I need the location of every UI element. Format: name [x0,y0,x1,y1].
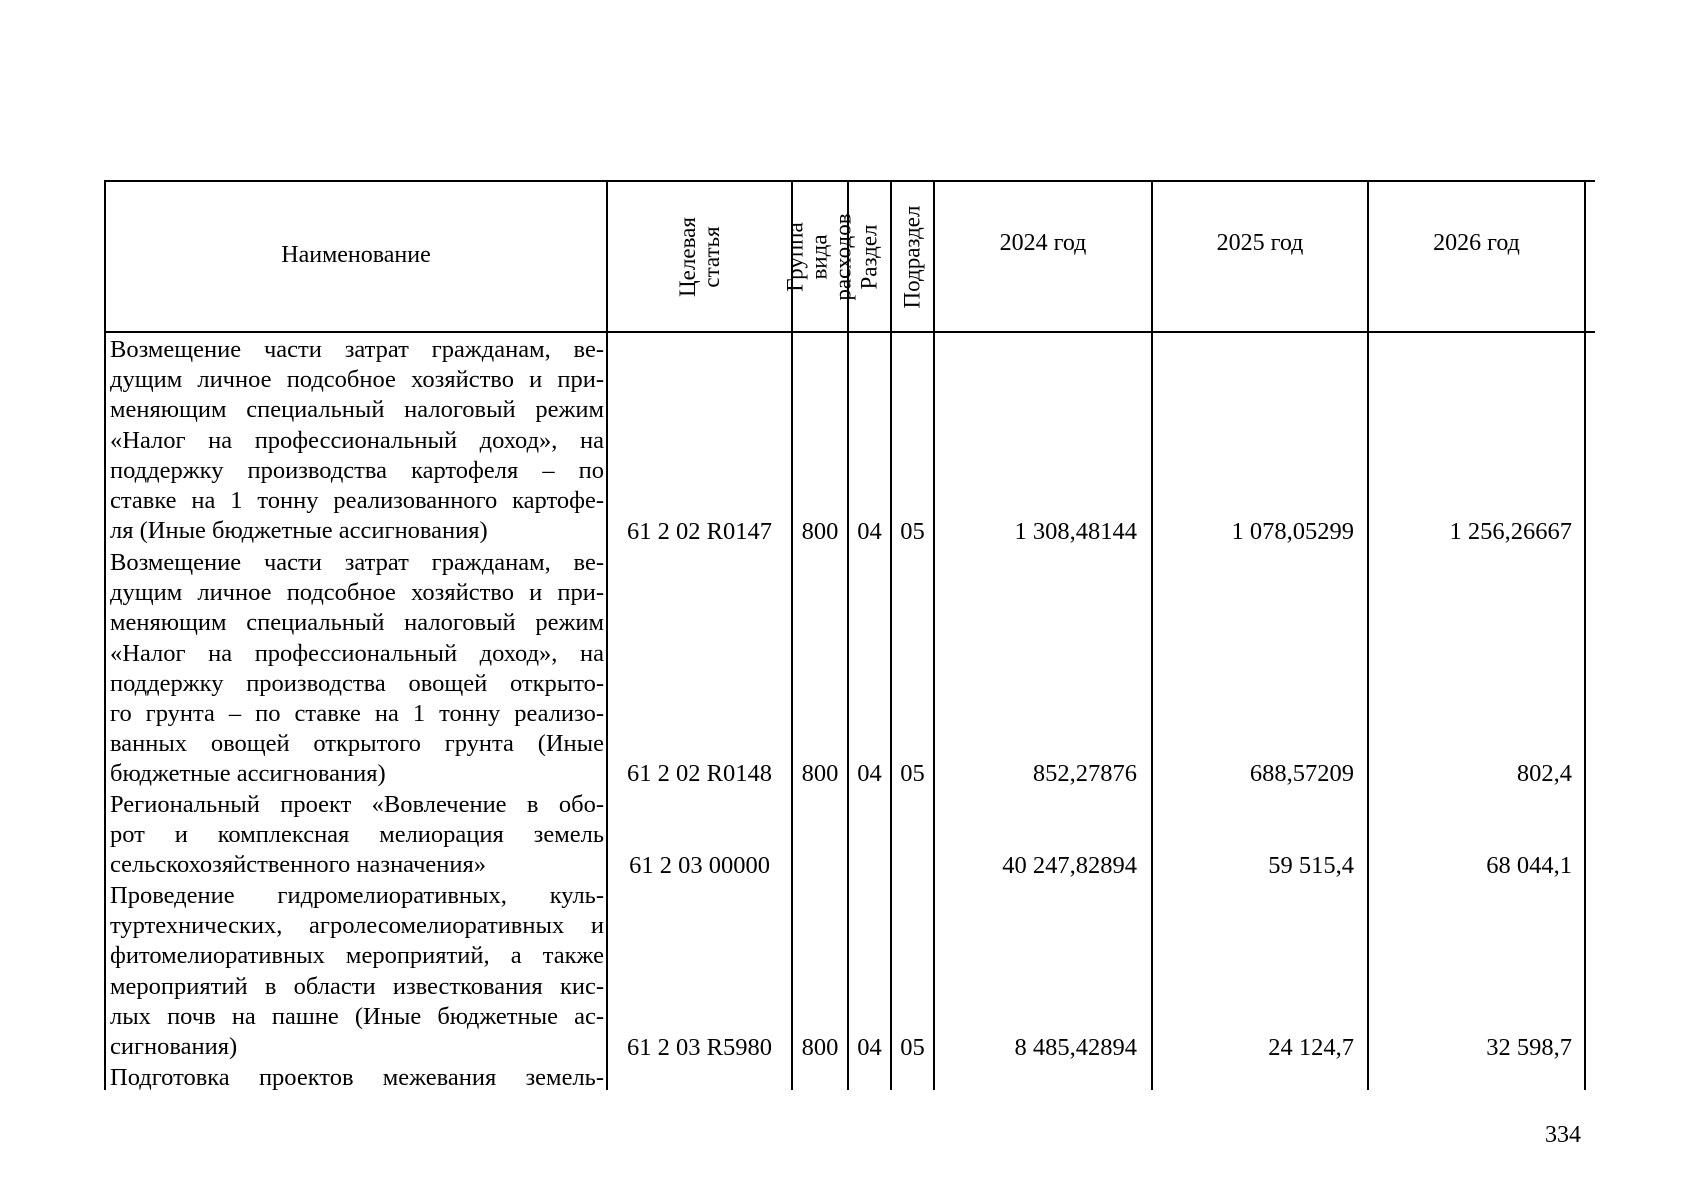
table-cell-2024: 852,27876 [1032,760,1137,787]
table-row-name: Возмещение части затрат гражданам, ве- дущим личное подсобное хозяйство и при- меняющим специальный налоговый режим «Налог на профессиональный доход», на поддержку производства картофеля – по ставке на 1 тонну реализованного картофе- ля (Иные бюджетные ассигнования) [110,336,604,545]
header-bottom-border [104,331,1595,333]
header-expense-group: Группа вида расходов [783,212,857,301]
table-row-name: Региональный проект «Вовлечение в обо- рот и комплексная мелиорация земель сельскохозяйственного назначения» [110,791,604,879]
header-name: Наименование [281,242,431,268]
table-cell-group: 800 [801,760,839,787]
table-cell-2025: 1 078,05299 [1231,518,1354,545]
table-cell-2025: 59 515,4 [1268,852,1354,879]
col-border-subsection [933,180,935,1090]
header-target-article: Целевая статья [674,216,724,297]
table-cell-subsection: 05 [900,1034,925,1061]
table-cell-2026: 32 598,7 [1486,1034,1572,1061]
table-cell-2026: 802,4 [1516,760,1572,787]
table-cell-section: 04 [857,518,882,545]
table-cell-2025: 688,57209 [1249,760,1354,787]
table-row-name: Возмещение части затрат гражданам, ве- дущим личное подсобное хозяйство и при- меняющим специальный налоговый режим «Налог на профессиональный доход», на поддержку производства овощей открыто- го грунта – по ставке на 1 тонну реализо- ванных овощей открытого грунта (Иные бюджетные ассигнования) [110,549,604,788]
col-border-right [1584,180,1586,1090]
page-number: 334 [1545,1122,1581,1148]
header-expense-group-cell [783,182,857,331]
table-cell-2024: 40 247,82894 [1002,852,1137,879]
header-target-article-cell [608,182,791,331]
table-cell-article: 61 2 02 R0148 [627,760,772,787]
table-cell-2024: 8 485,42894 [1014,1034,1137,1061]
table-cell-article: 61 2 03 00000 [629,852,770,879]
header-subsection-cell [892,182,933,331]
table-cell-2025: 24 124,7 [1268,1034,1354,1061]
table-cell-article: 61 2 03 R5980 [627,1034,772,1061]
header-2024: 2024 год [999,230,1087,256]
header-section: Раздел [856,223,882,290]
header-section-cell [849,182,890,331]
table-cell-subsection: 05 [900,518,925,545]
table-cell-2024: 1 308,48144 [1014,518,1137,545]
table-cell-2026: 1 256,26667 [1449,518,1572,545]
table-cell-subsection: 05 [900,760,925,787]
table-cell-article: 61 2 02 R0147 [627,518,772,545]
table-cell-section: 04 [857,760,882,787]
table-row-name: Подготовка проектов межевания земель- [110,1064,604,1090]
table-cell-group: 800 [801,1034,839,1061]
header-2025: 2025 год [1216,230,1304,256]
table-cell-section: 04 [857,1034,882,1061]
col-border-2025 [1367,180,1369,1090]
table-cell-group: 800 [801,518,839,545]
col-border-left [104,180,106,1090]
table-cell-2026: 68 044,1 [1486,852,1572,879]
table-row-name: Проведение гидромелиоративных, куль- туртехнических, агролесомелиоративных и фитомелиоративных мероприятий, а также мероприятий в области известкования кис- лых почв на пашне (Иные бюджетные ас- сигнования) [110,882,604,1061]
col-border-2024 [1151,180,1153,1090]
header-2026: 2026 год [1433,230,1520,256]
header-subsection: Подраздел [899,205,925,308]
